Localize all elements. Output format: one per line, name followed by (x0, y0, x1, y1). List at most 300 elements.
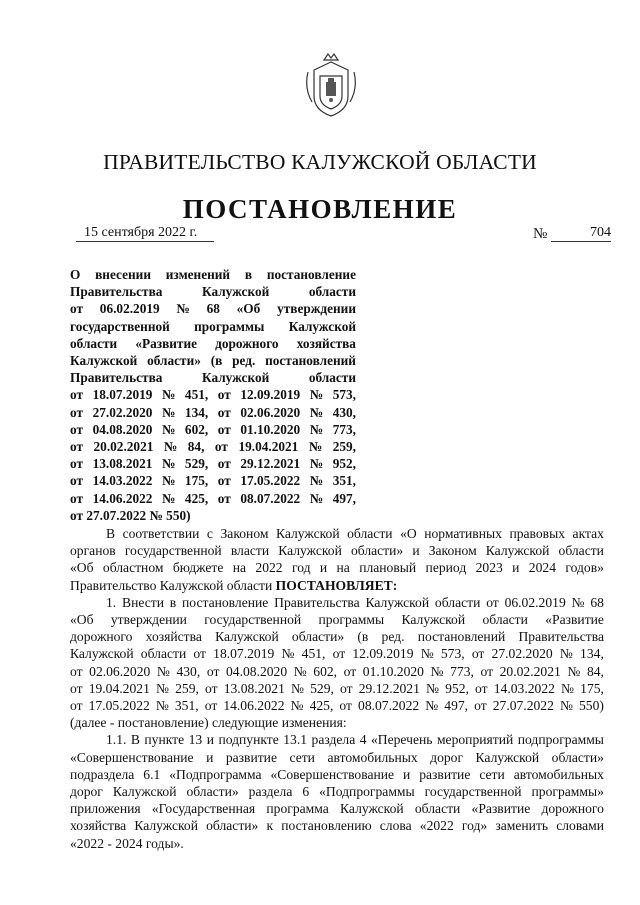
heading-word: в (244, 267, 253, 282)
body-word: 2024 (528, 560, 556, 576)
body-line (70, 628, 604, 645)
heading-word: от (217, 421, 231, 437)
body-word: 13.08.2021 (223, 680, 285, 696)
body-word: «Перечень (370, 732, 433, 748)
body-line (70, 611, 604, 628)
heading-word: 14.06.2022 (92, 490, 153, 506)
body-word: «Подпрограммы (319, 784, 415, 800)
heading-word: 02.06.2020 (240, 404, 301, 420)
body-word: пункте (144, 732, 185, 748)
document-date: 15 сентября 2022 г. (76, 224, 214, 242)
heading-word: от (70, 301, 84, 317)
heading-word: области» (147, 353, 201, 369)
heading-word: ред. (232, 353, 256, 369)
body-word: Калужской (401, 612, 466, 628)
heading-word: области (308, 370, 356, 386)
body-word: 14.03.2022 (493, 680, 555, 696)
body-line (70, 749, 604, 766)
body-word: соответствии (122, 526, 200, 541)
body-word: № (293, 663, 307, 679)
body-word: области (434, 594, 481, 610)
body-word: Правительство Калужской области (70, 577, 276, 593)
body-word: 27.02.2020 (491, 646, 553, 662)
body-line (70, 525, 604, 542)
body-word: области (347, 526, 393, 541)
heading-line (70, 490, 356, 507)
body-word: (далее - постановление) следующие изменения: (70, 715, 347, 731)
government-title: ПРАВИТЕЛЬСТВО КАЛУЖСКОЙ ОБЛАСТИ (103, 150, 537, 174)
body-line (70, 663, 604, 680)
body-word: государственной (424, 784, 522, 800)
body-word: Калужской (278, 543, 342, 559)
body-word: правовых (509, 526, 566, 541)
heading-word: 19.04.2021 (238, 439, 299, 455)
body-word: № (559, 698, 573, 714)
body-word: развитие (225, 749, 277, 765)
heading-line (70, 266, 356, 283)
body-word: 01.10.2020 (362, 663, 424, 679)
heading-word: 06.02.2019 (99, 301, 160, 317)
body-word: 550) (578, 698, 604, 714)
document-number: 704 (551, 224, 611, 242)
heading-word: 573, (332, 387, 356, 403)
heading-word: 529, (184, 456, 209, 472)
body-word: № (561, 680, 575, 696)
heading-word: от (217, 404, 231, 420)
body-word: (в (357, 629, 369, 645)
body-word: от (471, 646, 485, 662)
body-word: 602, (313, 663, 338, 679)
heading-word: области (308, 284, 356, 300)
body-word: области» (186, 784, 239, 800)
heading-word: 68 (206, 301, 220, 317)
heading-word: от (70, 473, 84, 489)
heading-word: 602, (184, 421, 209, 437)
body-word: и (412, 543, 420, 559)
body-word: Законом (220, 526, 269, 541)
heading-line (70, 335, 356, 352)
body-word: Калужской (365, 594, 430, 610)
body-word: 02.06.2020 (89, 663, 151, 679)
body-word: на (336, 560, 350, 576)
body-word: 13 (188, 732, 203, 748)
body-word: от (480, 663, 494, 679)
body-word: нормативных (424, 526, 502, 541)
body-word: дорог (430, 749, 464, 765)
body-word: постановление (182, 594, 269, 610)
body-line (70, 731, 604, 748)
body-word: от (193, 646, 206, 662)
heading-word: 175, (184, 473, 209, 489)
body-word: от (204, 698, 218, 714)
heading-word: от (70, 490, 84, 506)
body-word: развитие (419, 766, 471, 782)
body-word: области» (350, 543, 404, 559)
body-word: «2022 - 2024 годы». (70, 835, 184, 851)
body-word: «2022 (419, 818, 454, 834)
heading-word: 134, (184, 404, 209, 420)
heading-word: от (70, 456, 84, 472)
coat-of-arms-emblem (304, 52, 358, 120)
body-word: 12.09.2019 (352, 646, 414, 662)
body-word: «Совершенствование (270, 766, 395, 782)
body-word: к (266, 818, 274, 834)
body-word: на (232, 560, 247, 576)
body-word: 497, (444, 698, 469, 714)
body-word: № (155, 698, 169, 714)
body-word: от (475, 680, 488, 696)
body-word: № (291, 680, 304, 696)
body-word: 06.02.2019 (504, 594, 566, 610)
body-line (70, 817, 604, 834)
body-word: в (169, 594, 177, 610)
body-word: 04.08.2020 (225, 663, 288, 679)
heading-line (70, 438, 356, 455)
heading-word: № (309, 387, 324, 403)
body-word: Калужской (134, 818, 198, 834)
body-word: № (420, 646, 434, 662)
heading-word: от (217, 456, 231, 472)
heading-line (70, 386, 356, 403)
body-word: программы (318, 612, 385, 628)
body-word: № (571, 594, 585, 610)
heading-line (70, 404, 356, 421)
body-word: от (205, 680, 218, 696)
body-word: плановый (359, 560, 417, 576)
body-word: сети (289, 749, 315, 765)
body-word: от (206, 663, 220, 679)
body-word: 6 (302, 784, 310, 800)
body-word: власти (230, 543, 270, 559)
heading-word: внесении (95, 267, 151, 282)
heading-word: 20.02.2021 (93, 439, 154, 455)
body-word: Законом (428, 543, 477, 559)
heading-line (70, 455, 356, 472)
body-word: «Развитие (471, 801, 531, 817)
body-word: 529, (310, 680, 334, 696)
heading-word: «Об (236, 301, 261, 317)
body-word: В (130, 732, 140, 748)
body-word: № (425, 698, 439, 714)
body-line (70, 594, 604, 611)
heading-word: утверждении (277, 301, 356, 317)
body-word: бюджете (172, 560, 224, 576)
body-word: дорожного (541, 801, 604, 817)
heading-line (70, 318, 356, 335)
heading-word: № (161, 456, 176, 472)
body-word: 18.07.2019 (213, 646, 275, 662)
heading-word: 430, (332, 404, 356, 420)
body-word: 351, (174, 698, 199, 714)
heading-word: Калужской (201, 370, 270, 386)
body-word: «Государственная (151, 801, 256, 817)
document-heading (70, 266, 356, 524)
body-word: сети (479, 766, 505, 782)
heading-word: от (217, 473, 231, 489)
body-word: от (343, 663, 357, 679)
body-word: Калужской (275, 526, 340, 541)
heading-line (70, 421, 356, 438)
heading-word: от (70, 421, 84, 437)
body-word: 425, (309, 698, 334, 714)
body-word: области (558, 543, 604, 559)
body-word: Внести (122, 594, 164, 610)
heading-word: № (161, 387, 176, 403)
body-word: «О (400, 526, 417, 541)
body-word: 175, (580, 680, 604, 696)
heading-word: Правительства (70, 370, 163, 386)
body-word: В (106, 526, 116, 541)
body-word: 1. (106, 594, 117, 610)
body-word: «Развитие (545, 612, 604, 628)
body-word: 20.02.2021 (499, 663, 561, 679)
body-word: и (319, 560, 328, 576)
body-word: актах (572, 526, 604, 541)
body-word: автомобильных (327, 749, 418, 765)
body-word: 451, (301, 646, 326, 662)
body-word: автомобильных (513, 766, 604, 782)
body-word: № (155, 680, 169, 696)
body-word: 2022 (255, 560, 283, 576)
body-word: от (486, 594, 499, 610)
body-word: № (426, 680, 439, 696)
body-word: хозяйства (145, 629, 202, 645)
body-line (70, 783, 604, 800)
body-word: дорог (70, 784, 103, 800)
body-line (70, 559, 604, 576)
heading-word: № (309, 473, 324, 489)
heading-word: 27.02.2020 (92, 404, 153, 420)
heading-word: 17.05.2022 (240, 473, 301, 489)
body-word: 259, (175, 680, 199, 696)
body-word: № (430, 663, 444, 679)
body-word: № (567, 663, 581, 679)
resolves-keyword: ПОСТАНОВЛЯЕТ: (275, 577, 398, 593)
body-word: области» (291, 629, 345, 645)
heading-word: 425, (184, 490, 209, 506)
body-word: от (332, 646, 346, 662)
body-word: 952, (445, 680, 469, 696)
heading-word: № (163, 439, 178, 455)
heading-word: от 27.07.2022 № 550) (70, 507, 191, 523)
body-word: 14.06.2022 (223, 698, 285, 714)
body-word: Калужской (340, 801, 404, 817)
body-word: 17.05.2022 (88, 698, 150, 714)
heading-line (70, 472, 356, 489)
heading-line (70, 507, 356, 524)
body-word: и (206, 749, 214, 765)
heading-word: № (161, 473, 176, 489)
heading-word: постановление (266, 267, 356, 282)
heading-word: 13.08.2021 (92, 456, 153, 472)
body-word: 84, (586, 663, 604, 679)
body-line (70, 766, 604, 783)
body-word: государственной (124, 543, 222, 559)
heading-word: Калужской (288, 318, 356, 334)
body-line (70, 835, 604, 852)
body-word: программа (266, 801, 329, 817)
body-word: ред. (381, 629, 405, 645)
body-word: заменить (495, 818, 549, 834)
heading-word: № (161, 421, 176, 437)
body-word: Калужской (215, 629, 279, 645)
heading-word: постановлений (265, 353, 356, 369)
body-word: 573, (440, 646, 465, 662)
heading-word: от (70, 387, 84, 403)
body-word: год» (461, 818, 488, 834)
body-line (70, 800, 604, 817)
heading-word: 773, (332, 421, 356, 437)
body-word: и (206, 732, 214, 748)
body-word: приложения (70, 801, 141, 817)
body-word: от (70, 680, 83, 696)
body-word: № (281, 646, 295, 662)
body-word: утверждении (110, 612, 187, 628)
number-label: № (533, 226, 548, 242)
body-word: 19.04.2021 (88, 680, 150, 696)
body-word: подпрограммы (517, 732, 604, 748)
heading-word: 14.03.2022 (92, 473, 153, 489)
body-word: Калужской (70, 646, 134, 662)
body-word: и (403, 766, 411, 782)
body-word: № (559, 646, 573, 662)
body-word: подпункте (218, 732, 279, 748)
body-word: словами (556, 818, 604, 834)
heading-word: от (214, 439, 228, 455)
heading-word: Калужской (70, 353, 138, 369)
body-word: государственной (204, 612, 302, 628)
body-word: раздела (248, 784, 293, 800)
body-word: Калужской (112, 784, 177, 800)
body-word: дорожного (70, 629, 133, 645)
heading-word: от (70, 439, 84, 455)
body-word: «Об (70, 612, 94, 628)
body-line (70, 714, 604, 731)
heading-word: 952, (332, 456, 356, 472)
body-word: «Об (70, 560, 94, 576)
body-word: с (206, 526, 213, 541)
body-word: 27.07.2022 (492, 698, 554, 714)
body-line (70, 680, 604, 697)
body-word: 68 (590, 594, 604, 610)
body-word: от (474, 698, 487, 714)
body-word: и (512, 560, 520, 576)
document-type: ПОСТАНОВЛЕНИЕ (182, 194, 458, 224)
heading-word: № (309, 404, 324, 420)
body-word: 4 (359, 732, 367, 748)
heading-word: № (308, 439, 323, 455)
body-word: слова (379, 818, 412, 834)
body-word: от (70, 663, 83, 679)
body-word: 08.07.2022 (358, 698, 420, 714)
heading-word: от (70, 404, 84, 420)
body-word: областном (102, 560, 164, 576)
heading-word: хозяйства (296, 335, 356, 351)
heading-word: № (309, 421, 324, 437)
heading-word: дорожного (215, 335, 279, 351)
body-word: от (340, 680, 353, 696)
body-word: 773, (450, 663, 474, 679)
heading-word: от (217, 387, 231, 403)
heading-word: области (70, 335, 118, 351)
heading-word: № (176, 301, 190, 317)
body-word: Калужской (485, 543, 550, 559)
body-word: программы» (531, 784, 604, 800)
heading-word: Правительства (70, 284, 163, 300)
body-line (70, 645, 604, 662)
heading-word: 08.07.2022 (240, 490, 301, 506)
body-word: год (291, 560, 311, 576)
body-word: органов (70, 543, 116, 559)
body-word: 1.1. (106, 732, 127, 748)
heading-word: № (161, 404, 176, 420)
heading-word: 84, (187, 439, 205, 455)
heading-word: «Развитие (135, 335, 198, 351)
body-word: «Совершенствование (70, 749, 194, 765)
heading-word: 01.10.2020 (240, 421, 301, 437)
heading-word: 451, (184, 387, 209, 403)
body-word: мероприятий (436, 732, 514, 748)
body-word: Калужской (475, 749, 540, 765)
heading-word: 351, (332, 473, 356, 489)
body-word: период (425, 560, 467, 576)
body-word: хозяйства (70, 818, 127, 834)
body-word: «Подпрограмма (169, 766, 262, 782)
body-word: постановлению (281, 818, 372, 834)
heading-line (70, 352, 356, 369)
heading-word: 497, (332, 490, 356, 506)
body-word: от (70, 698, 83, 714)
body-word: области» (551, 749, 604, 765)
heading-word: программы (194, 318, 265, 334)
body-word: 6.1 (143, 766, 161, 782)
body-word: постановлений (417, 629, 506, 645)
body-word: от (339, 698, 352, 714)
heading-line (70, 369, 356, 386)
body-word: подраздела (70, 766, 135, 782)
heading-word: изменений (165, 267, 231, 282)
body-word: 134, (580, 646, 604, 662)
heading-word: 18.07.2019 (92, 387, 153, 403)
body-word: Правительства (518, 629, 604, 645)
body-word: области (414, 801, 461, 817)
heading-word: государственной (70, 318, 170, 334)
body-word: раздела (311, 732, 356, 748)
heading-word: 259, (332, 439, 356, 455)
document-body (70, 525, 604, 852)
body-line (70, 542, 604, 559)
body-word: области» (206, 818, 259, 834)
body-word: области (140, 646, 187, 662)
body-line (70, 577, 604, 594)
body-word: № (156, 663, 170, 679)
body-word: 430, (176, 663, 201, 679)
heading-word: 04.08.2020 (92, 421, 153, 437)
body-line (70, 697, 604, 714)
heading-word: № (161, 490, 176, 506)
body-word: № (290, 698, 304, 714)
body-word: 29.12.2021 (358, 680, 420, 696)
body-word: Правительства (274, 594, 360, 610)
heading-word: от (217, 490, 231, 506)
body-word: 2023 (475, 560, 503, 576)
heading-word: Калужской (201, 284, 270, 300)
heading-word: № (309, 490, 324, 506)
heading-word: 12.09.2019 (240, 387, 301, 403)
body-word: 13.1 (283, 732, 308, 748)
heading-word: № (309, 456, 324, 472)
heading-line (70, 283, 356, 300)
